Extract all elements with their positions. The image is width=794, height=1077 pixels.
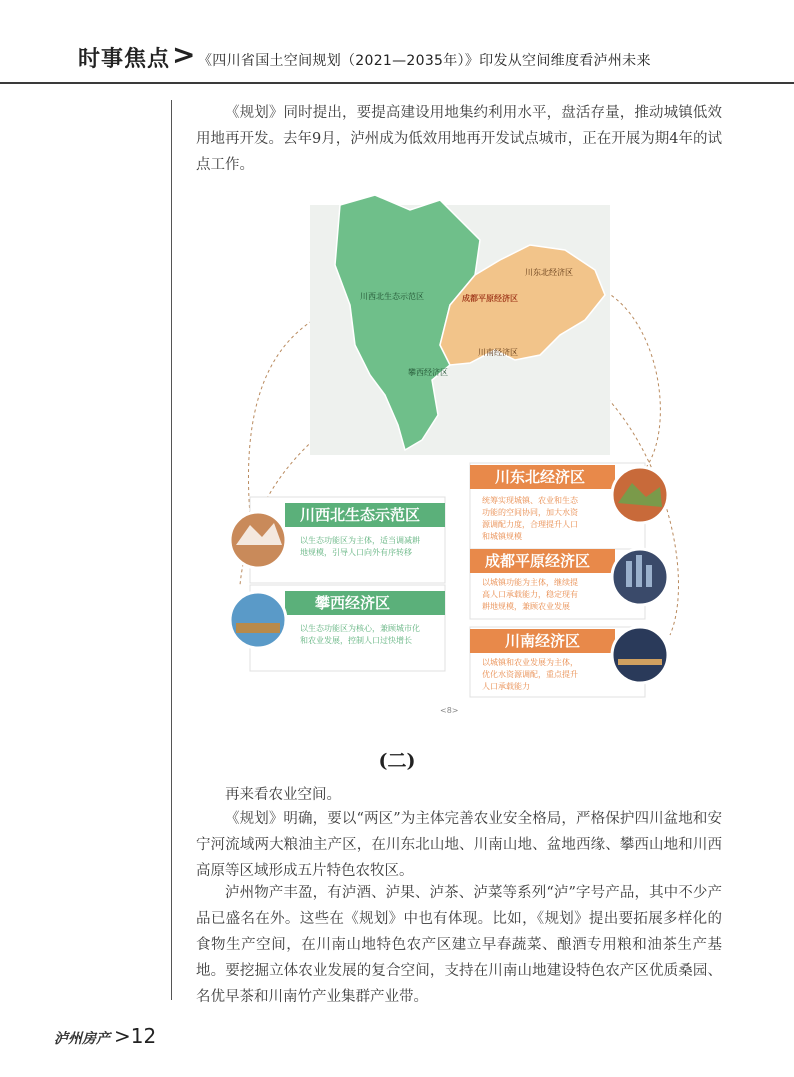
card-chengdu (470, 549, 668, 619)
sichuan-planning-map-figure (200, 185, 700, 705)
body-paragraph: 再来看农业空间。 (225, 787, 341, 803)
figure-caption: <8> (440, 706, 459, 715)
card-desc: 以生态功能区为主体，适当调减耕 (300, 536, 420, 545)
card-desc: 功能的空间协同，加大水资 (482, 508, 578, 517)
header-divider (0, 82, 794, 84)
photo-thumbnail (626, 561, 632, 587)
card-title: 川东北经济区 (495, 468, 586, 486)
publication-brand: 泸州房产 (54, 1031, 110, 1047)
card-title: 攀西经济区 (315, 594, 391, 612)
section-title-header: 时事焦点 (78, 47, 171, 72)
card-title: 川西北生态示范区 (300, 506, 421, 524)
card-desc: 地规模，引导人口向外有序转移 (300, 548, 412, 557)
card-desc: 统筹实现城镇、农业和生态 (482, 496, 578, 505)
article-headline: 《四川省国土空间规划（2021—2035年）》印发从空间维度看泸州未来 (198, 53, 651, 69)
photo-thumbnail (646, 565, 652, 587)
card-desc: 和城镇规模 (482, 532, 522, 541)
chevron-right-icon: > (172, 38, 196, 71)
card-desc: 以城镇功能为主体，继续提 (482, 578, 578, 587)
page-header (0, 38, 794, 78)
card-panxi (230, 585, 445, 671)
card-northwest (230, 497, 445, 583)
map-label-northwest: 川西北生态示范区 (360, 292, 424, 301)
body-paragraph: 《规划》明确，要以“两区”为主体完善农业安全格局，严格保护四川盆地和安宁河流域两大粮油主产区，在川东北山地、川南山地、盆地西缘、攀西山地和川西高原等区域形成五片特色农牧区。 (196, 811, 722, 879)
card-desc: 耕地规模，兼顾农业发展 (482, 602, 570, 611)
map-label-south: 川南经济区 (478, 348, 518, 357)
body-paragraph: 泸州物产丰盈，有泸酒、泸果、泸茶、泸菜等系列“泸”字号产品，其中不少产品已盛名在外。这些在《规划》中也有体现。比如，《规划》提出要拓展多样化的食物生产空间，在川南山地特色农产区建立早春蔬菜、酿酒专用粮和油茶生产基地。要挖掘立体农业发展的复合空间，支持在川南山地建设特色农产区优质桑园、名优早茶和川南竹产业集群产业带。 (196, 885, 722, 1005)
card-desc: 人口承载能力 (482, 682, 530, 691)
photo-thumbnail (618, 659, 662, 665)
photo-thumbnail (612, 627, 668, 683)
card-desc: 和农业发展，控制人口过快增长 (300, 636, 412, 645)
card-title: 成都平原经济区 (485, 552, 591, 570)
page-number: >12 (114, 1024, 157, 1048)
card-desc: 以城镇和农业发展为主体， (482, 658, 578, 667)
card-south (470, 627, 668, 697)
photo-thumbnail (636, 555, 642, 587)
card-desc: 以生态功能区为核心，兼顾城市化 (300, 624, 420, 633)
photo-thumbnail (236, 623, 280, 633)
map-label-chengdu: 成都平原经济区 (462, 294, 518, 303)
section-heading: (二) (378, 750, 416, 772)
page-footer (54, 1024, 156, 1048)
card-northeast (470, 463, 668, 551)
intro-paragraph: 《规划》同时提出，要提高建设用地集约利用水平，盘活存量，推动城镇低效用地再开发。去年9月，泸州成为低效用地再开发试点城市，正在开展为期4年的试点工作。 (196, 105, 722, 173)
left-margin-rule (171, 100, 172, 1000)
map-label-northeast: 川东北经济区 (525, 268, 573, 277)
card-title: 川南经济区 (505, 632, 581, 650)
card-desc: 优化水资源调配，重点提升 (482, 670, 578, 679)
card-desc: 高人口承载能力，稳定现有 (482, 590, 578, 599)
photo-thumbnail (230, 592, 286, 648)
map-label-panxi: 攀西经济区 (408, 368, 448, 377)
card-desc: 源调配力度，合理提升人口 (482, 520, 578, 529)
